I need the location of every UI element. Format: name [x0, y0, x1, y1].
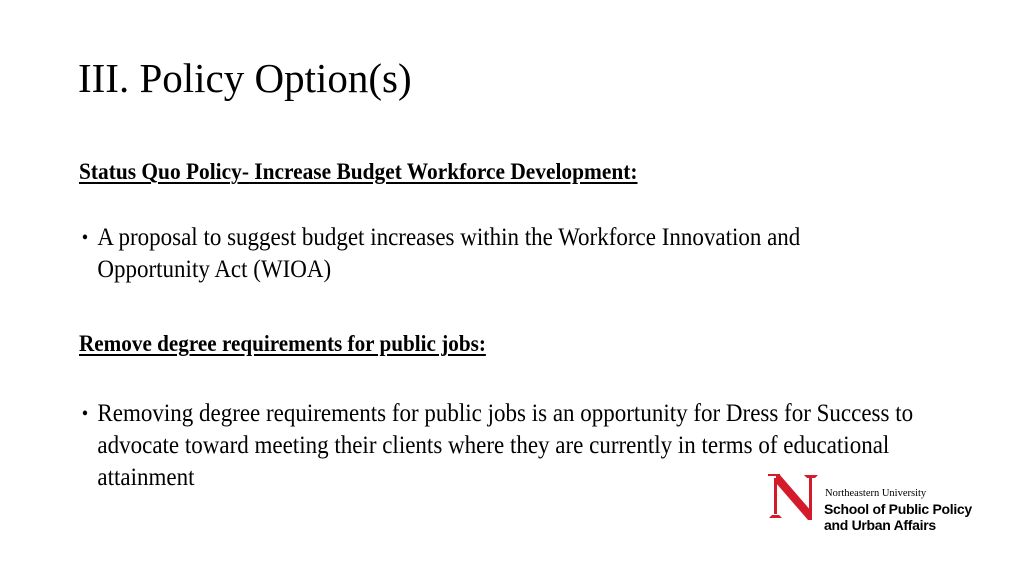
northeastern-n-icon — [768, 474, 820, 520]
slide-title: III. Policy Option(s) — [78, 55, 412, 101]
section-heading-remove-degree: Remove degree requirements for public jobs: — [79, 331, 486, 356]
bullet-item — [79, 222, 879, 286]
section-heading-status-quo: Status Quo Policy- Increase Budget Workforce Development: — [79, 159, 638, 184]
bullet-text: A proposal to suggest budget increases within the Workforce Innovation and Opportunity Act (WIOA) — [97, 224, 801, 283]
university-name: Northeastern University — [825, 488, 927, 499]
school-name-line1: School of Public Policy — [824, 501, 972, 517]
bullet-icon: • — [81, 403, 89, 425]
northeastern-logo — [768, 474, 1008, 533]
bullet-text: Removing degree requirements for public jobs is an opportunity for Dress for Success to advocate toward meeting their clients where they are currently in terms of educational attainment — [97, 400, 914, 491]
school-name — [824, 501, 972, 533]
bullet-icon: • — [81, 227, 89, 249]
school-name-line2: and Urban Affairs — [824, 517, 936, 533]
